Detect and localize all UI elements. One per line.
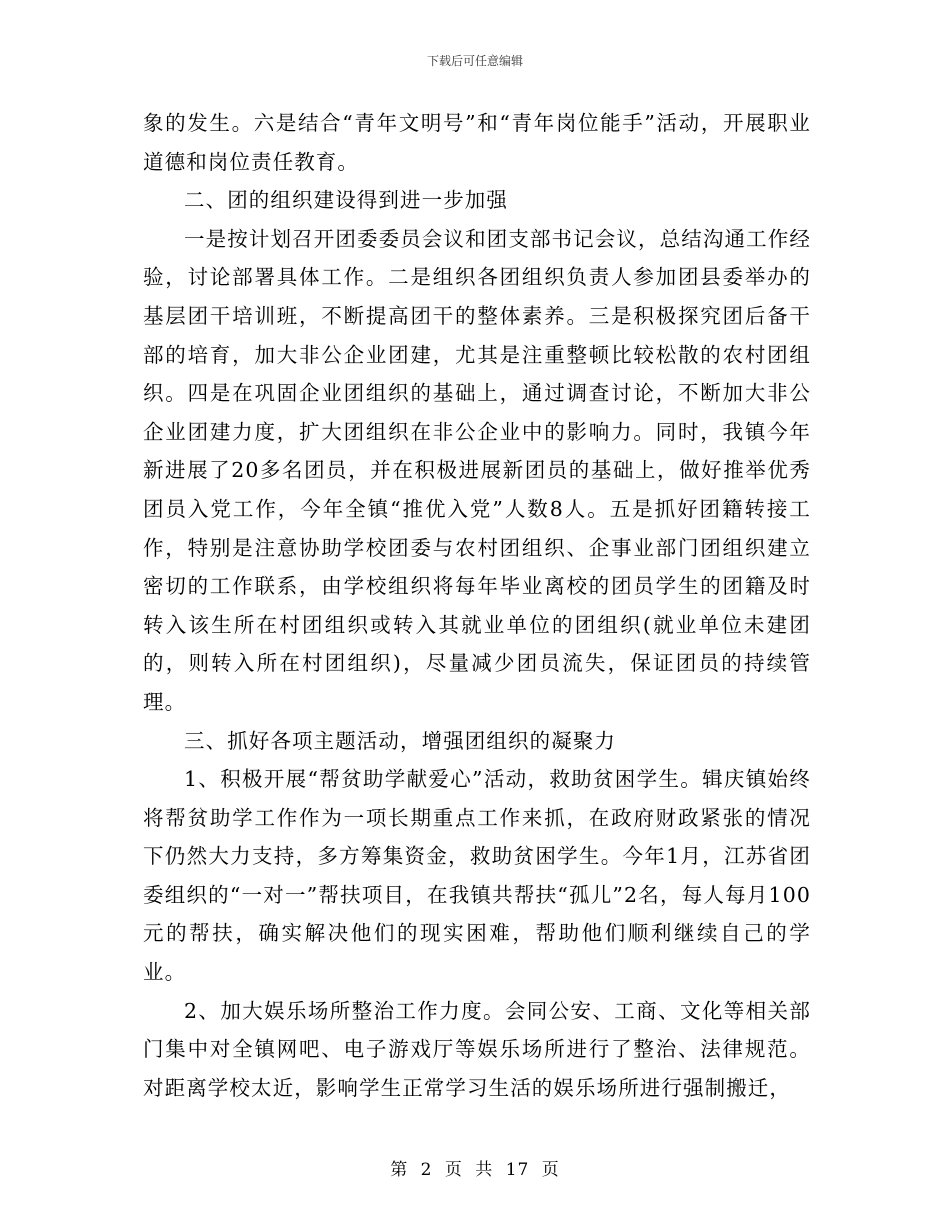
section-heading-2: 二、团的组织建设得到进一步加强 [184,188,508,213]
paragraph-continuation: 象的发生。六是结合“青年文明号”和“青年岗位能手”活动，开展职业道德和岗位责任教育。 [143,111,811,174]
paragraph-entertainment-rectification: 2、加大娱乐场所整治工作力度。会同公安、工商、文化等相关部门集中对全镇网吧、电子游戏厅等娱乐场所进行了整治、法律规范。对距离学校太近，影响学生正常学习生活的娱乐场所进行强制搬迁， [143,998,811,1100]
document-body [143,104,811,1107]
page-footer: 第 2 页 共 17 页 [390,1160,560,1180]
paragraph-organization: 一是按计划召开团委委员会议和团支部书记会议，总结沟通工作经验，讨论部署具体工作。二是组织各团组织负责人参加团县委举办的基层团干培训班，不断提高团干的整体素养。三是积极探究团后备干部的培育，加大非公企业团建，尤其是注重整顿比较松散的农村团组织。四是在巩固企业团组织的基础上，通过调查讨论，不断加大非公企业团建力度，扩大团组织在非公企业中的影响力。同时，我镇今年新进展了20多名团员，并在积极进展新团员的基础上，做好推举优秀团员入党工作，今年全镇“推优入党”人数8人。五是抓好团籍转接工作，特别是注意协助学校团委与农村团组织、企事业部门团组织建立密切的工作联系，由学校组织将每年毕业离校的团员学生的团籍及时转入该生所在村团组织或转入其就业单位的团组织(就业单位未建团的，则转入所在村团组织)，尽量减少团员流失，保证团员的持续管理。 [143,226,811,714]
paragraph-poverty-aid: 1、积极开展“帮贫助学献爱心”活动，救助贫困学生。辑庆镇始终将帮贫助学工作作为一项长期重点工作来抓，在政府财政紧张的情况下仍然大力支持，多方筹集资金，救助贫困学生。今年1月，江苏省团委组织的“一对一”帮扶项目，在我镇共帮扶“孤儿”2名，每人每月100元的帮扶，确实解决他们的现实困难，帮助他们顺利继续自己的学业。 [143,767,811,985]
page-header: 下载后可任意编辑 [426,54,523,68]
section-heading-3: 三、抓好各项主题活动，增强团组织的凝聚力 [184,728,616,753]
